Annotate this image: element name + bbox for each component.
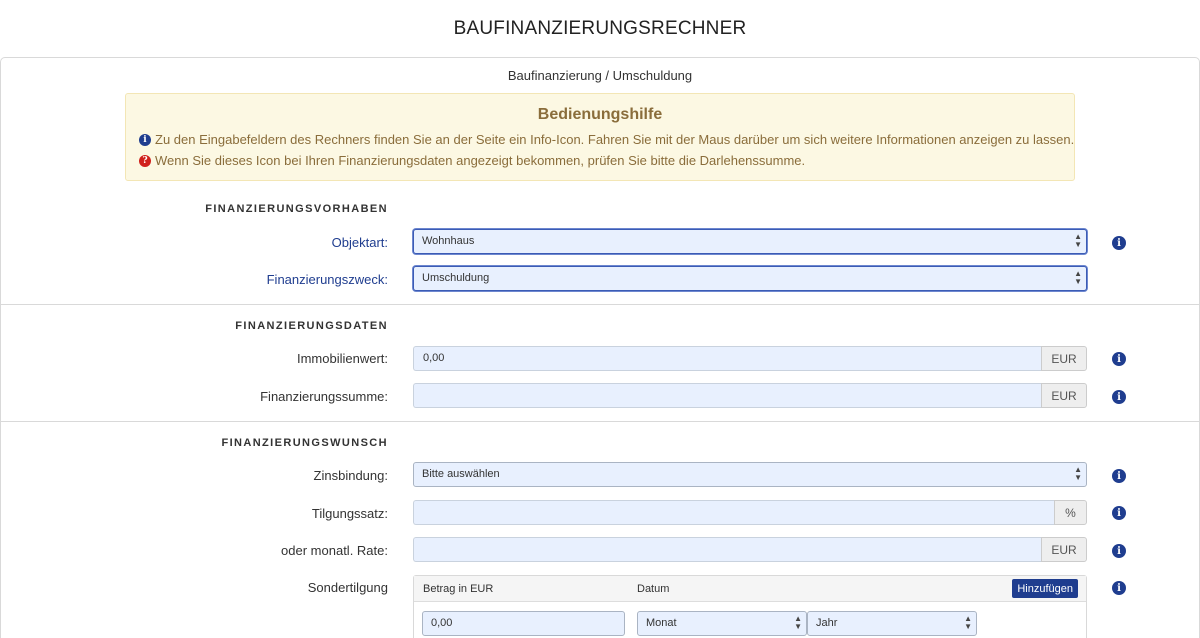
percent-addon: % (1054, 500, 1087, 525)
objektart-label[interactable]: Objektart: (331, 235, 388, 250)
section-heading-vorhaben: FINANZIERUNGSVORHABEN (205, 203, 388, 215)
section-heading-wunsch: FINANZIERUNGSWUNSCH (221, 437, 388, 449)
zinsbindung-select[interactable] (413, 462, 1087, 487)
panel-subtitle: Baufinanzierung / Umschuldung (507, 68, 693, 83)
finanzierungszweck-label[interactable]: Finanzierungszweck: (266, 272, 388, 287)
sondertilgung-label: Sondertilgung (307, 580, 388, 595)
info-icon[interactable]: i (1112, 236, 1126, 250)
select-arrows-icon: ▲ ▼ (1074, 269, 1082, 286)
warning-icon: ? (139, 155, 151, 167)
monatliche-rate-label: oder monatl. Rate: (281, 543, 388, 558)
finanzierungssumme-label: Finanzierungssumme: (260, 389, 388, 404)
finanzierungssumme-input[interactable] (413, 383, 1041, 408)
finanzierungssumme-group (413, 383, 1087, 408)
sondertilgung-table (413, 575, 1087, 638)
help-box (125, 93, 1075, 181)
finanzierungszweck-select[interactable] (413, 266, 1087, 291)
tilgungssatz-group (413, 500, 1087, 525)
monatliche-rate-input[interactable] (413, 537, 1041, 562)
zinsbindung-label: Zinsbindung: (313, 468, 388, 483)
info-icon[interactable]: i (1112, 544, 1126, 558)
immobilienwert-input[interactable]: 0,00 (413, 346, 1041, 371)
immobilienwert-group (413, 346, 1087, 371)
page-title: BAUFINANZIERUNGSRECHNER (453, 18, 747, 39)
currency-addon: EUR (1041, 383, 1087, 408)
info-icon[interactable]: i (1112, 469, 1126, 483)
currency-addon: EUR (1041, 346, 1087, 371)
monatliche-rate-group (413, 537, 1087, 562)
currency-addon: EUR (1041, 537, 1087, 562)
finanzierungszweck-value: Umschuldung (422, 272, 490, 284)
jahr-value: Jahr (816, 617, 838, 629)
objektart-select[interactable] (413, 229, 1087, 254)
help-line-warning (139, 153, 805, 168)
immobilienwert-label: Immobilienwert: (296, 351, 388, 366)
help-text-warning: Wenn Sie dieses Icon bei Ihren Finanzierungsdaten angezeigt bekommen, prüfen Sie bitte die Darlehenssumme. (155, 153, 806, 168)
help-text-info: Zu den Eingabefeldern des Rechners finden Sie an der Seite ein Info-Icon. Fahren Sie mit der Maus darüber um sich weitere Informationen anzeigen zu lassen. (155, 132, 1075, 147)
sondertilgung-monat-select[interactable] (637, 611, 807, 636)
sondertilgung-betrag-input[interactable]: 0,00 (422, 611, 625, 636)
select-arrows-icon: ▲ ▼ (1074, 232, 1082, 249)
sondertilgung-jahr-select[interactable] (807, 611, 977, 636)
help-title: Bedienungshilfe (537, 106, 663, 123)
info-icon[interactable]: i (1112, 506, 1126, 520)
section-heading-daten: FINANZIERUNGSDATEN (235, 320, 388, 332)
info-icon[interactable]: i (1112, 352, 1126, 366)
info-icon[interactable]: i (1112, 390, 1126, 404)
section-divider (0, 304, 1200, 305)
section-divider (0, 421, 1200, 422)
sondertilgung-header (414, 576, 1086, 602)
add-sondertilgung-button[interactable]: Hinzufügen (1012, 579, 1078, 598)
info-icon: i (139, 134, 151, 146)
column-header-datum: Datum (637, 583, 670, 595)
tilgungssatz-label: Tilgungssatz: (311, 506, 388, 521)
column-header-betrag: Betrag in EUR (423, 583, 494, 595)
help-line-info (139, 132, 1074, 147)
objektart-value: Wohnhaus (422, 235, 475, 247)
select-arrows-icon: ▲ ▼ (1074, 465, 1082, 482)
zinsbindung-value: Bitte auswählen (422, 468, 500, 480)
info-icon[interactable]: i (1112, 581, 1126, 595)
select-arrows-icon: ▲ ▼ (964, 614, 972, 631)
tilgungssatz-input[interactable] (413, 500, 1054, 525)
monat-value: Monat (646, 617, 677, 629)
select-arrows-icon: ▲ ▼ (794, 614, 802, 631)
